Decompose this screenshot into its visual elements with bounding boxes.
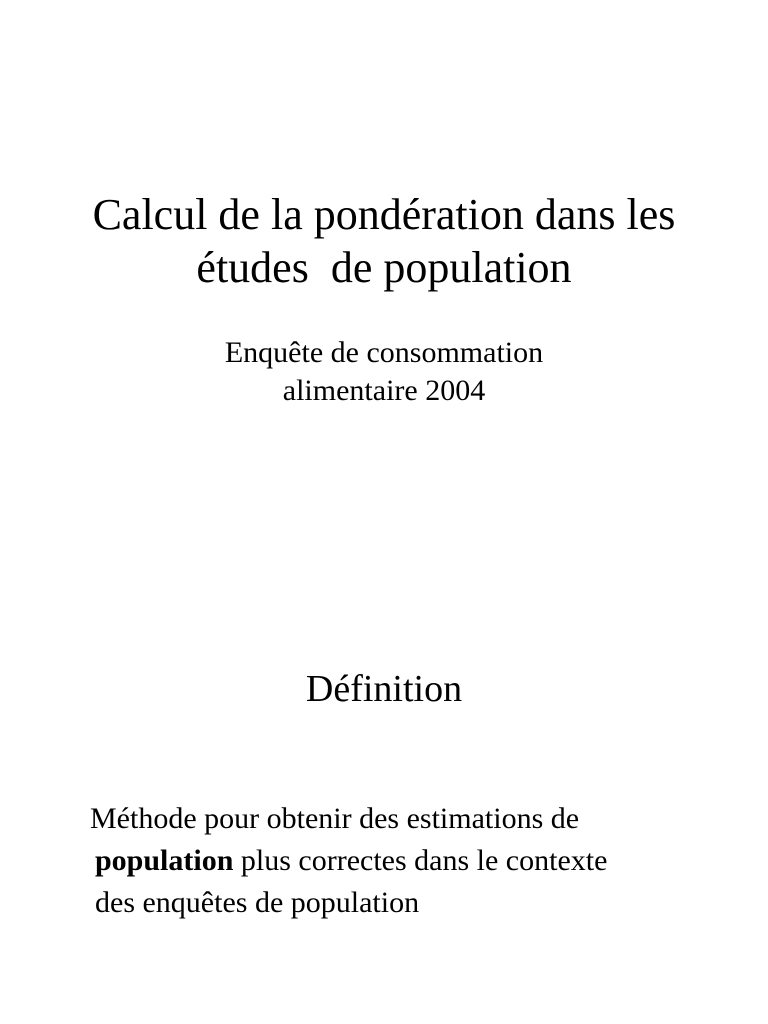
definition-line-2-rest: plus correctes dans le contexte — [233, 844, 608, 877]
definition-line-1: Méthode pour obtenir des estimations de — [90, 802, 580, 835]
definition-line-3: des enquêtes de population — [95, 886, 420, 919]
definition-line-2 — [90, 840, 730, 882]
slide-title — [0, 188, 768, 294]
definition-keyword: population — [95, 844, 234, 877]
definition-heading: Définition — [305, 668, 463, 710]
slide-subtitle — [0, 334, 768, 410]
slide-subtitle-line-1: Enquête de consommation — [224, 336, 544, 369]
slide-subtitle-line-2: alimentaire 2004 — [282, 374, 486, 407]
slide-title-line-2: études de population — [196, 243, 572, 292]
definition-text — [90, 798, 730, 924]
slide-title-line-1: Calcul de la pondération dans les — [92, 190, 676, 239]
